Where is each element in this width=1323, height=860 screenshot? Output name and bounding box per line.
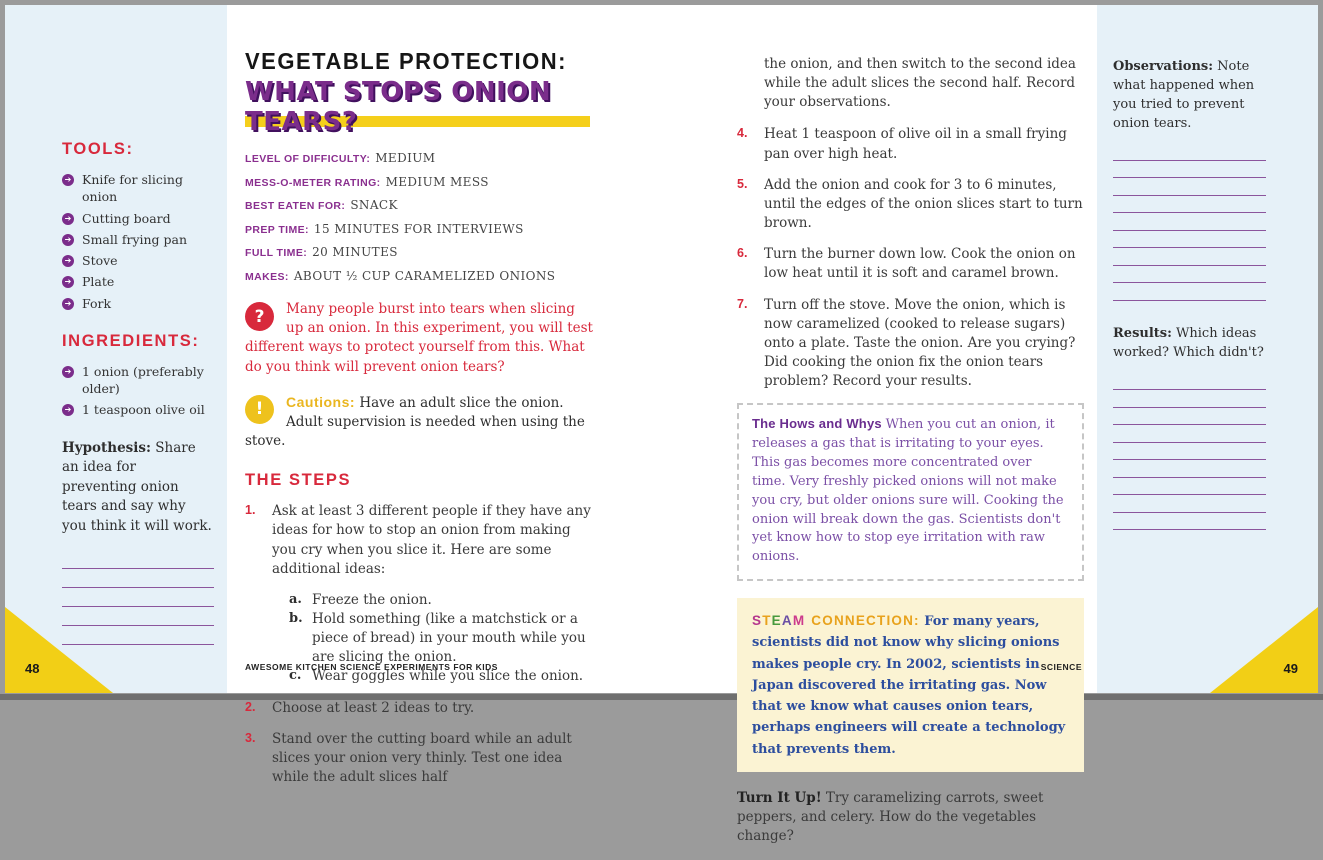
- info-label: LEVEL OF DIFFICULTY:: [245, 153, 371, 165]
- step-number: 5.: [737, 176, 748, 191]
- write-line: [1113, 196, 1266, 214]
- hypothesis-text: Share an idea for preventing onion tears and say why you think it will work.: [62, 439, 212, 534]
- page-number-left: 48: [25, 661, 40, 676]
- write-line: [1113, 143, 1266, 161]
- write-line: [1113, 178, 1266, 196]
- steam-letter-m: M: [792, 613, 806, 629]
- write-line: [1113, 408, 1266, 426]
- exclamation-icon: !: [245, 395, 274, 424]
- info-value: ABOUT ½ CUP CARAMELIZED ONIONS: [293, 268, 556, 283]
- write-line: [1113, 513, 1266, 531]
- arrow-bullet-icon: ➔: [62, 366, 74, 378]
- info-value: 20 MINUTES: [312, 245, 398, 260]
- arrow-bullet-icon: ➔: [62, 213, 74, 225]
- tools-heading: TOOLS:: [62, 140, 134, 158]
- page-title-line2-wrap: [245, 77, 593, 137]
- hypothesis-write-lines: [62, 550, 214, 645]
- hows-and-whys-label: The Hows and Whys: [752, 416, 886, 432]
- write-line: [62, 626, 214, 645]
- substep-list: [289, 591, 593, 687]
- turn-it-up-label: Turn It Up!: [737, 789, 822, 806]
- page-number-right: 49: [1283, 661, 1298, 676]
- info-label: BEST EATEN FOR:: [245, 200, 346, 213]
- results-paragraph: [1113, 325, 1266, 363]
- turn-it-up-text: Try caramelizing carrots, sweet peppers, and celery. How do the vegetables change?: [737, 789, 1044, 845]
- observations-write-lines: [1113, 143, 1266, 301]
- info-value: 15 MINUTES FOR INTERVIEWS: [313, 221, 524, 236]
- info-row: [245, 194, 593, 214]
- results-label: Results:: [1113, 325, 1172, 341]
- steam-letter-e: E: [771, 613, 782, 629]
- info-label: FULL TIME:: [245, 247, 308, 260]
- step-text: Ask at least 3 different people if they have any ideas for how to stop an onion from making you cry when you slice it. Here are some additional ideas:: [272, 503, 591, 577]
- step-3-continuation: the onion, and then switch to the second idea while the adult slices the second half. Record your observations.: [764, 56, 1076, 111]
- arrow-bullet-icon: ➔: [62, 234, 74, 246]
- write-line: [1113, 161, 1266, 179]
- caution-text: Have an adult slice the onion. Adult supervision is needed when using the stove.: [245, 394, 585, 450]
- question-text: Many people burst into tears when slicing up an onion. In this experiment, you will test different ways to protect yourself from this. What do you think will prevent onion tears?: [245, 301, 593, 375]
- tool-label: Cutting board: [82, 210, 171, 226]
- observations-results-sidebar: [1113, 58, 1266, 554]
- step-text: Turn the burner down low. Cook the onion on low heat until it is soft and caramel brown.: [764, 246, 1076, 282]
- substep-text: Wear goggles while you slice the onion.: [312, 668, 584, 685]
- info-value: MEDIUM: [375, 151, 436, 165]
- hypothesis-label: Hypothesis:: [62, 439, 151, 456]
- substep-letter: c.: [289, 668, 302, 684]
- step-text: Heat 1 teaspoon of olive oil in a small frying pan over high heat.: [764, 126, 1067, 162]
- main-left-column: [245, 48, 593, 799]
- ingredients-heading: INGREDIENTS:: [62, 331, 200, 350]
- results-text: Which ideas worked? Which didn't?: [1113, 325, 1264, 360]
- substep-letter: a.: [289, 591, 302, 607]
- steam-connection-text: For many years, scientists did not know why slicing onions makes people cry. In 2002, scientists in Japan discovered the irritating gas. Now that we know what causes onion tears, perhaps engineers will create a technology that prevents them.: [752, 614, 1066, 757]
- step-number: 7.: [737, 296, 748, 311]
- step-text: Stand over the cutting board while an adult slices your onion very thinly. Test one idea while the adult slices half: [272, 730, 572, 786]
- hows-and-whys-box: [737, 403, 1084, 581]
- write-line: [1113, 425, 1266, 443]
- substep-a: [289, 591, 593, 610]
- page-title-line2: WHAT STOPS ONION TEARS?: [245, 77, 552, 137]
- recipe-info-block: [245, 147, 593, 284]
- corner-triangle-right: [1210, 607, 1318, 693]
- list-item: [62, 295, 214, 312]
- list-item: [62, 273, 214, 290]
- info-row: [245, 241, 593, 261]
- steam-connection-word: CONNECTION:: [811, 613, 920, 629]
- info-row: [245, 147, 593, 167]
- write-line: [1113, 266, 1266, 284]
- write-line: [1113, 213, 1266, 231]
- step-number: 2.: [245, 699, 256, 714]
- observations-label: Observations:: [1113, 59, 1214, 74]
- write-line: [1113, 390, 1266, 408]
- substep-letter: b.: [289, 610, 303, 626]
- page-title-line1: VEGETABLE PROTECTION:: [245, 48, 567, 75]
- bottom-border: [0, 694, 1323, 700]
- step-2: [245, 699, 593, 718]
- steam-connection-heading: [752, 613, 920, 628]
- steam-connection-box: [737, 598, 1084, 772]
- step-number: 4.: [737, 126, 748, 141]
- hypothesis-paragraph: [62, 439, 214, 537]
- steam-letter-a: A: [781, 613, 793, 629]
- list-item: [62, 210, 214, 227]
- info-value: SNACK: [350, 198, 398, 213]
- step-1: [245, 502, 593, 579]
- step-text: Add the onion and cook for 3 to 6 minutes, until the edges of the onion slices start to turn brown.: [764, 176, 1083, 232]
- arrow-bullet-icon: ➔: [62, 276, 74, 288]
- info-row: [245, 265, 593, 285]
- tools-list: [62, 171, 214, 312]
- footer-book-title: AWESOME KITCHEN SCIENCE EXPERIMENTS FOR KIDS: [245, 662, 498, 672]
- info-label: MESS-O-METER RATING:: [245, 176, 381, 189]
- write-line: [1113, 248, 1266, 266]
- list-item: [62, 171, 214, 206]
- write-line: [62, 588, 214, 607]
- caution-label: Cautions:: [286, 393, 356, 410]
- tool-label: Knife for slicing onion: [82, 172, 183, 205]
- substep-text: Freeze the onion.: [312, 591, 432, 608]
- footer-section-name: SCIENCE: [1040, 662, 1082, 672]
- results-write-lines: [1113, 373, 1266, 531]
- step-text: Choose at least 2 ideas to try.: [272, 699, 475, 716]
- write-line: [62, 607, 214, 626]
- info-value: MEDIUM MESS: [385, 174, 489, 189]
- step-number: 3.: [245, 730, 256, 745]
- step-number: 6.: [737, 246, 748, 261]
- step-6: [737, 245, 1084, 283]
- substep-b: [289, 610, 593, 667]
- hows-and-whys-text: When you cut an onion, it releases a gas that is irritating to your eyes. This gas becomes more concentrated over time. Very freshly picked onions will not make you cry, but older onions sure will. Cooking the onion will break down the gas. Scientists don't yet know how to stop eye irritation with raw onions.: [752, 417, 1064, 565]
- step-text: Turn off the stove. Move the onion, which is now caramelized (cooked to release sugars) onto a plate. Taste the onion. Are you crying? Did cooking the onion fix the onion tears problem? Record your results.: [764, 296, 1076, 390]
- write-line: [1113, 231, 1266, 249]
- write-line: [1113, 443, 1266, 461]
- observations-paragraph: [1113, 58, 1266, 133]
- steam-letter-t: T: [762, 613, 772, 629]
- observations-text: Note what happened when you tried to prevent onion tears.: [1113, 59, 1255, 131]
- write-line: [1113, 373, 1266, 391]
- tool-label: Small frying pan: [82, 231, 188, 247]
- write-line: [1113, 283, 1266, 301]
- main-right-column: [737, 55, 1084, 860]
- arrow-bullet-icon: ➔: [62, 255, 74, 267]
- ingredients-list: [62, 363, 214, 419]
- write-line: [62, 550, 214, 569]
- write-line: [62, 569, 214, 588]
- list-item: [62, 231, 214, 248]
- tools-ingredients-sidebar: [62, 140, 214, 645]
- turn-it-up-paragraph: [737, 789, 1084, 846]
- substep-text: Hold something (like a matchstick or a piece of bread) in your mouth while you are slicing the onion.: [312, 610, 586, 666]
- arrow-bullet-icon: ➔: [62, 404, 74, 416]
- step-number: 1.: [245, 503, 256, 518]
- tool-label: Plate: [82, 274, 115, 290]
- info-label: PREP TIME:: [245, 223, 309, 236]
- question-paragraph: [245, 300, 593, 377]
- tool-label: Stove: [82, 253, 118, 268]
- write-line: [1113, 495, 1266, 513]
- step-4: [737, 125, 1084, 163]
- step-7: [737, 296, 1084, 392]
- ingredient-label: 1 onion (preferably older): [82, 363, 204, 396]
- info-row: [245, 171, 593, 191]
- list-item: [62, 252, 214, 269]
- question-mark-icon: ?: [245, 302, 274, 331]
- info-label: MAKES:: [245, 270, 289, 283]
- list-item: [62, 363, 214, 398]
- step-5: [737, 176, 1084, 233]
- tool-label: Fork: [82, 295, 112, 311]
- write-line: [1113, 478, 1266, 496]
- step-3: [245, 730, 593, 787]
- arrow-bullet-icon: ➔: [62, 174, 74, 186]
- steam-letter-s: S: [752, 613, 763, 629]
- info-row: [245, 218, 593, 238]
- ingredient-label: 1 teaspoon olive oil: [82, 402, 205, 418]
- caution-paragraph: [245, 393, 593, 451]
- write-line: [1113, 460, 1266, 478]
- steps-heading: THE STEPS: [245, 471, 352, 490]
- list-item: [62, 401, 214, 418]
- arrow-bullet-icon: ➔: [62, 298, 74, 310]
